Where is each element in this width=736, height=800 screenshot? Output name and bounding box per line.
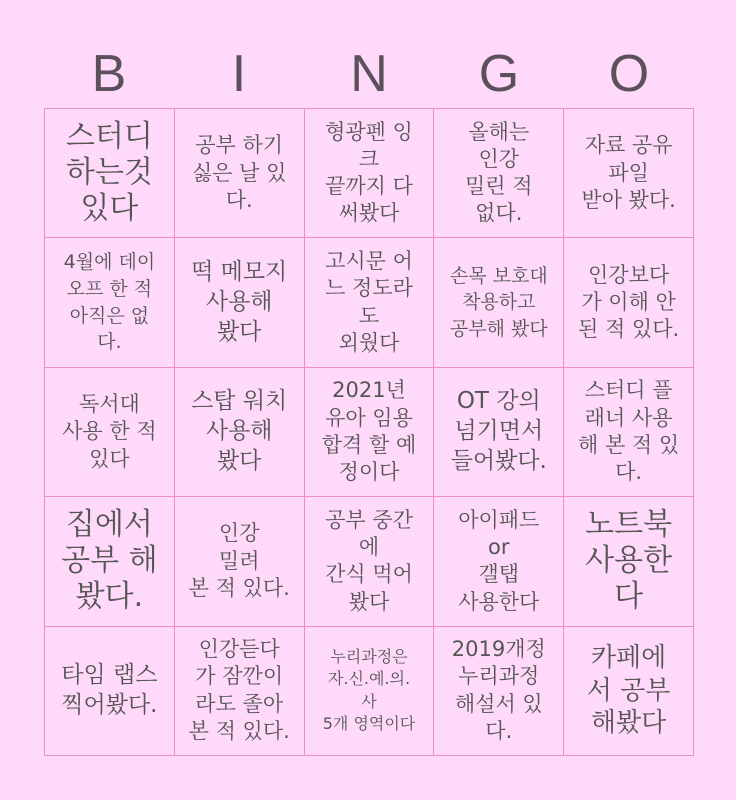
cell-text: 아이패드 or 갤탭 사용한다 (458, 507, 540, 614)
bingo-cell[interactable] (434, 109, 564, 238)
cell-text: 자료 공유 파일 받아 봤다. (581, 133, 676, 212)
title-letter-g: G (478, 45, 520, 103)
cell-text: 공부 중간 에 간식 먹어 봤다 (325, 507, 413, 614)
cell-text: 떡 메모지 사용해 봤다 (191, 258, 288, 345)
bingo-cell[interactable] (434, 368, 564, 497)
cell-text: 인강 밀려 본 적 있다. (188, 521, 290, 601)
bingo-cell[interactable] (434, 497, 564, 626)
cell-text: 공부 하기 싫은 날 있 다. (191, 133, 287, 212)
cell-text: 올해는 인강 밀린 적 없다. (465, 119, 533, 226)
bingo-cell[interactable] (564, 368, 694, 497)
bingo-cell[interactable] (175, 238, 305, 367)
bingo-cell[interactable] (175, 627, 305, 756)
cell-text: 누리과정은 자.신.예.의. 사 5개 영역이다 (322, 647, 416, 734)
title-letter-i: I (231, 45, 247, 103)
bingo-grid (44, 108, 694, 756)
bingo-cell[interactable] (305, 627, 435, 756)
cell-text: 인강듣다 가 잠깐이 라도 졸아 본 적 있다. (188, 637, 290, 744)
cell-text: OT 강의 넘기면서 들어봤다. (450, 388, 547, 474)
cell-text: 손목 보호대 착용하고 공부해 봤다 (449, 264, 548, 340)
cell-text: 형광펜 잉 크 끝까지 다 써봤다 (325, 119, 413, 226)
bingo-cell[interactable] (175, 368, 305, 497)
bingo-cell[interactable] (305, 109, 435, 238)
bingo-cell[interactable] (45, 627, 175, 756)
bingo-title (44, 40, 694, 108)
cell-text: 4월에 데이 오프 한 적 아직은 없 다. (63, 251, 156, 354)
bingo-cell[interactable] (175, 109, 305, 238)
title-letter-n: N (350, 45, 388, 103)
bingo-cell[interactable] (45, 109, 175, 238)
bingo-cell[interactable] (45, 497, 175, 626)
cell-text: 스탑 워치 사용해 봤다 (191, 388, 288, 474)
bingo-cell[interactable] (175, 497, 305, 626)
bingo-cell[interactable] (564, 497, 694, 626)
bingo-cell[interactable] (305, 238, 435, 367)
title-letter-o: O (608, 45, 650, 103)
cell-text: 인강보다 가 이해 안 된 적 있다. (578, 262, 680, 342)
cell-text: 2021년 유아 임용 합격 할 예 정이다 (321, 378, 417, 485)
bingo-cell[interactable] (564, 238, 694, 367)
cell-text: 2019개정 누리과정 해설서 있 다. (451, 637, 546, 744)
cell-text: 타임 랩스 찍어봤다. (61, 661, 158, 718)
bingo-cell[interactable] (45, 368, 175, 497)
bingo-cell[interactable] (305, 368, 435, 497)
bingo-cell[interactable] (305, 497, 435, 626)
cell-text: 고시문 어 느 정도라 도 외웠다 (325, 249, 413, 355)
bingo-cell[interactable] (434, 627, 564, 756)
bingo-cell[interactable] (434, 238, 564, 367)
bingo-cell[interactable] (564, 627, 694, 756)
cell-text: 독서대 사용 한 적 있다 (62, 392, 157, 471)
title-letter-b: B (91, 45, 127, 103)
cell-text: 카페에 서 공부 해봤다 (586, 643, 671, 739)
cell-text: 집에서 공부 해 봤다. (61, 507, 158, 615)
cell-text: 스터디 플 래너 사용 해 본 적 있 다. (578, 378, 680, 485)
bingo-cell[interactable] (564, 109, 694, 238)
cell-text: 노트북 사용한 다 (585, 507, 673, 615)
cell-text: 스터디 하는것 있다 (65, 119, 153, 227)
bingo-cell[interactable] (45, 238, 175, 367)
